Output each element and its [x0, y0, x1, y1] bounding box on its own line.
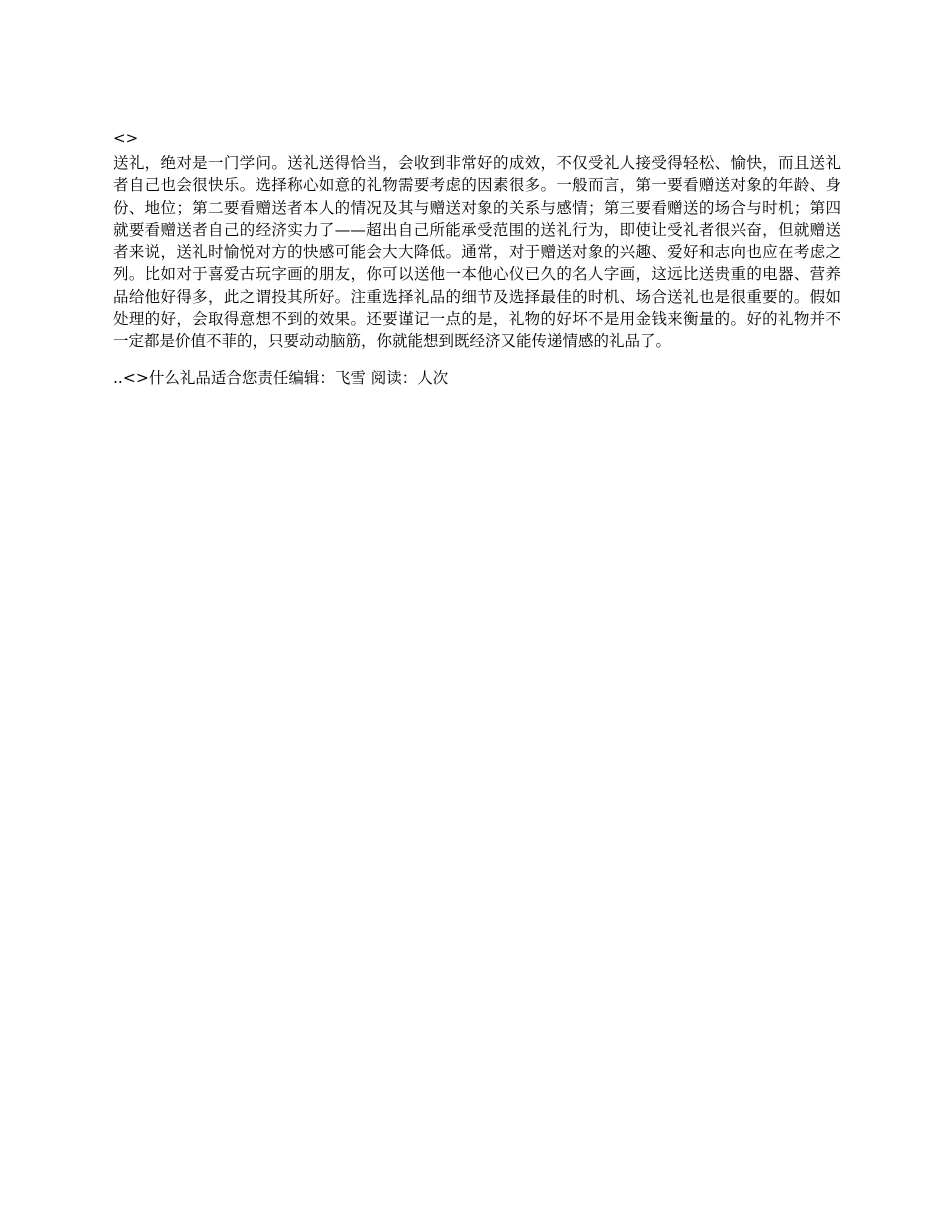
article-paragraph: 送礼，绝对是一门学问。送礼送得恰当，会收到非常好的成效，不仅受礼人接受得轻松、愉快，而且送礼者自己也会很快乐。选择称心如意的礼物需要考虑的因素很多。一般而言，第一要看赠送对象的年龄、身份、地位；第二要看赠送者本人的情况及其与赠送对象的关系与感情；第三要看赠送的场合与时机；第四就要看赠送者自己的经济实力了——超出自己所能承受范围的送礼行为，即使让受礼者很兴奋，但就赠送者来说，送礼时愉悦对方的快感可能会大大降低。通常，对于赠送对象的兴趣、爱好和志向也应在考虑之列。比如对于喜爱古玩字画的朋友，你可以送他一本他心仪已久的名人字画，这远比送贵重的电器、营养品给他好得多，此之谓投其所好。注重选择礼品的细节及选择最佳的时机、场合送礼也是很重要的。假如处理的好，会取得意想不到的效果。还要谨记一点的是，礼物的好坏不是用金钱来衡量的。好的礼物并不一定都是价值不菲的，只要动动脑筋，你就能想到既经济又能传递情感的礼品了。: [113, 154, 841, 351]
top-marker: <>: [113, 129, 139, 147]
document-page: [113, 128, 841, 389]
article-footer: ..<>什么礼品适合您责任编辑：飞雪 阅读：人次: [113, 368, 449, 387]
